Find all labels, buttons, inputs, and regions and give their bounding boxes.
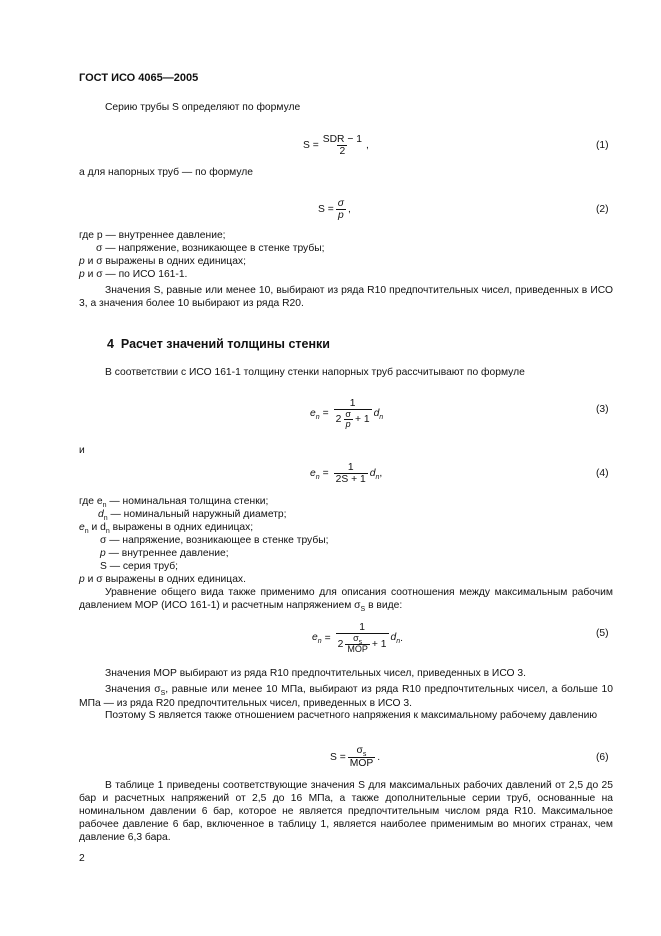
eq6-tail: .	[377, 751, 381, 763]
equation-3	[310, 398, 383, 429]
eq4-denominator: 2S + 1	[335, 474, 366, 485]
eq2-numerator: σ	[337, 198, 344, 209]
paragraph-mop: Значения МОР выбирают из ряда R10 предпочтительных чисел, приведенных в ИСО 3.	[105, 668, 526, 679]
where2-line-3	[79, 521, 253, 535]
paragraph-values-s: Значения S, равные или менее 10, выбирают из ряда R10 предпочтительных чисел, приведенных в ИСО 3, а значения более 10 выбирают из ряда R20.	[79, 285, 613, 309]
eq4-equals: =	[322, 468, 329, 479]
eq4-fraction	[334, 462, 368, 485]
eq5-fraction	[336, 622, 389, 654]
eq2-tail: ,	[347, 204, 351, 215]
eq3-denominator	[334, 409, 372, 429]
equation-6-number: (6)	[596, 752, 609, 763]
paragraph-iso161: В соответствии с ИСО 161-1 толщину стенки напорных труб рассчитывают по формуле	[105, 367, 525, 378]
eq2-lhs: S =	[318, 204, 334, 215]
eq2-denominator: p	[337, 210, 344, 221]
where2-line-7	[79, 573, 246, 586]
equation-1-number: (1)	[596, 140, 609, 151]
eq5-den-prefix: 2	[337, 638, 344, 650]
eq3-numerator: 1	[349, 398, 356, 409]
equation-5	[312, 622, 403, 654]
equation-2	[318, 198, 351, 221]
eq5-mult	[390, 631, 404, 645]
eq4-lhs-sub: n	[315, 473, 320, 481]
where2-line-2	[98, 508, 287, 522]
section-number: 4	[107, 337, 114, 351]
eq4-mult	[369, 467, 383, 481]
eq4-numerator: 1	[347, 462, 354, 473]
eq5-lhs	[312, 631, 322, 645]
where2-sub-3b: n	[105, 528, 110, 535]
section-heading	[107, 338, 330, 351]
p-general-tail: в виде:	[368, 600, 403, 611]
page-number: 2	[79, 853, 85, 864]
equation-4	[310, 462, 382, 485]
eq3-inner-fraction	[343, 410, 353, 429]
eq5-inner-num-sub: s	[358, 639, 363, 646]
eq5-inner-den: MOP	[347, 644, 368, 654]
where1-sym-4: p	[79, 269, 85, 280]
and-word: и	[79, 445, 85, 456]
where2-text-3b: выражены в одних единицах;	[109, 522, 254, 533]
eq1-fraction	[321, 134, 364, 157]
p-sigma-head: Значения	[105, 684, 151, 695]
eq5-inner-num-symbol: σ	[353, 633, 359, 643]
eq5-numerator: 1	[359, 622, 365, 633]
where2-text-6: — серия труб;	[106, 561, 179, 572]
eq6-fraction	[348, 745, 375, 769]
equation-6	[330, 745, 380, 769]
equation-3-number: (3)	[596, 404, 609, 415]
eq5-lhs-symbol: e	[312, 632, 318, 643]
where2-line-5	[100, 547, 229, 560]
where2-sym-1: где e	[79, 496, 103, 507]
where2-sym-3: e	[79, 522, 85, 533]
where2-text-5: — внутреннее давление;	[105, 548, 229, 559]
eq4-mult-sub: n	[375, 473, 380, 481]
where2-sym-5: p	[100, 548, 106, 559]
where1-line-3	[79, 255, 246, 268]
where1-text-2: — напряжение, возникающее в стенке трубы;	[102, 243, 325, 254]
eq1-lhs: S =	[303, 140, 319, 151]
p-sigma-sub: S	[160, 690, 166, 697]
paragraph-pressure-formula: а для напорных труб — по формуле	[79, 167, 254, 178]
where2-text-2: — номинальный наружный диаметр;	[107, 509, 287, 520]
where1-sym-1: где p	[79, 230, 103, 241]
where2-line-4	[100, 534, 328, 547]
where2-line-1	[79, 495, 268, 509]
where2-sym-6: S	[100, 561, 107, 572]
eq5-inner-fraction	[345, 634, 370, 654]
eq3-den-prefix: 2	[335, 414, 342, 425]
eq6-lhs: S =	[330, 751, 346, 763]
equation-2-number: (2)	[596, 204, 609, 215]
where1-text-4: и σ — по ИСО 161-1.	[84, 269, 188, 280]
section-title: Расчет значений толщины стенки	[120, 337, 330, 351]
p-general-text: Уравнение общего вида также применимо для описания соотношения между максимальным рабочим давлением МОР (ИСО 161-1) и расчетным напряжением	[79, 587, 613, 611]
where2-text-7: и σ выражены в одних единицах.	[84, 574, 246, 585]
eq5-lhs-sub: n	[317, 638, 322, 645]
where1-sym-3: p	[79, 256, 85, 267]
where1-text-3: и σ выражены в одних единицах;	[84, 256, 246, 267]
where2-sym-4: σ	[100, 535, 107, 546]
where1-line-4	[79, 268, 187, 281]
eq3-lhs	[310, 407, 320, 421]
eq3-fraction	[334, 398, 372, 429]
eq1-numerator: SDR − 1	[322, 134, 362, 145]
eq6-num-sub: s	[362, 751, 367, 758]
eq2-fraction	[336, 198, 346, 221]
eq3-mult-symbol: d	[373, 407, 380, 419]
eq3-equals: =	[322, 408, 329, 419]
equation-1	[303, 134, 369, 157]
eq4-lhs	[310, 467, 320, 481]
where1-line-2	[96, 242, 324, 255]
p-general-sym: σ	[354, 600, 361, 611]
where1-sym-2: σ	[96, 243, 103, 254]
where2-sym-7: p	[79, 574, 85, 585]
where1-text-1: — внутреннее давление;	[102, 230, 226, 241]
where2-sub-3: n	[84, 528, 89, 535]
eq5-mult-sub: n	[396, 638, 401, 645]
where2-text-4: — напряжение, возникающее в стенке трубы;	[106, 535, 329, 546]
equation-4-number: (4)	[596, 468, 609, 479]
where2-sub-2: n	[103, 515, 108, 522]
eq4-tail: ,	[379, 468, 383, 479]
eq6-denominator: MOP	[349, 758, 374, 769]
eq3-den-suffix: + 1	[354, 414, 370, 425]
where2-sym-2: d	[98, 509, 104, 520]
eq5-denominator	[336, 633, 389, 654]
p-general-sub: S	[360, 606, 366, 613]
document-header: ГОСТ ИСО 4065—2005	[79, 72, 199, 84]
paragraph-series-formula: Серию трубы S определяют по формуле	[105, 102, 301, 113]
eq6-num-symbol: σ	[356, 745, 363, 756]
paragraph-general	[79, 586, 613, 613]
paragraph-sigma	[79, 683, 613, 710]
eq1-denominator: 2	[339, 146, 346, 157]
where2-text-1: — номинальная толщина стенки;	[106, 496, 269, 507]
eq6-numerator	[355, 745, 369, 757]
eq5-equals: =	[324, 632, 331, 644]
where1-line-1	[79, 229, 226, 242]
eq5-den-suffix: + 1	[371, 638, 387, 650]
equation-5-number: (5)	[596, 628, 609, 639]
eq3-inner-den: p	[345, 419, 351, 429]
eq1-tail: ,	[365, 140, 369, 151]
p-sigma-rest: , равные или менее 10 МПа, выбирают из ряда R10 предпочтительных чисел, а больше 10 МПа — из ряда R20 предпочтительных чисел, приведенных в ИСО 3.	[79, 684, 613, 709]
eq4-mult-symbol: d	[369, 467, 376, 479]
where2-text-3: и d	[88, 522, 106, 533]
eq3-mult	[374, 407, 384, 421]
paragraph-table: В таблице 1 приведены соответствующие значения S для максимальных рабочих давлений от 2,5 до 25 бар и расчетных напряжений от 2,5 до 16 МПа, а также дополнительные серии труб, основанные на номинальном давлении 6 бар, которое не является предпочтительным числом ряда R10. Максимальное рабочее давление 6 бар, включенное в таблицу 1, является наиболее применимым во многих странах, чем давление 6,3 бара.	[79, 780, 613, 843]
eq4-lhs-symbol: e	[310, 467, 316, 479]
eq3-inner-num: σ	[345, 409, 351, 419]
eq3-lhs-sub: n	[315, 413, 320, 421]
where2-line-6	[100, 560, 178, 573]
eq3-mult-sub: n	[379, 413, 384, 421]
eq3-lhs-symbol: e	[310, 407, 316, 419]
eq5-tail: .	[400, 632, 404, 644]
paragraph-therefore: Поэтому S является также отношением расчетного напряжения к максимальному рабочему давлению	[105, 710, 598, 721]
eq5-inner-num	[351, 634, 364, 644]
p-sigma-sym: σ	[154, 684, 161, 695]
eq5-mult-symbol: d	[390, 632, 397, 643]
where2-sub-1: n	[102, 502, 107, 509]
